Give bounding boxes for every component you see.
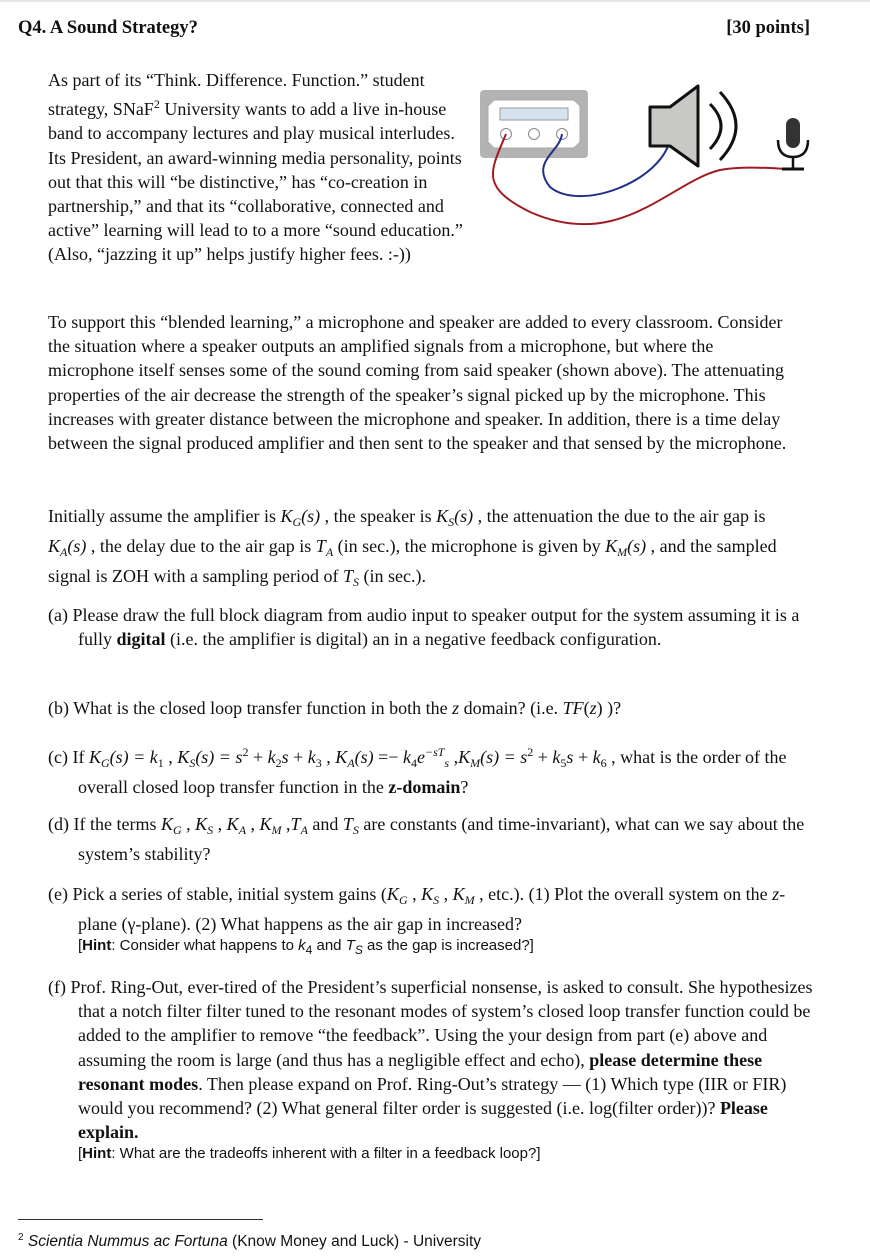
intro-paragraph: [48, 68, 468, 267]
text-segment: T: [342, 566, 353, 587]
text-segment: S: [189, 756, 196, 770]
text-segment: G: [100, 756, 110, 770]
text-segment: 3: [315, 756, 322, 770]
text-segment: K: [605, 536, 618, 557]
text-segment: k: [552, 747, 561, 767]
text-segment: , the delay due to the air gap is: [86, 536, 316, 557]
text-segment: 4: [410, 756, 417, 770]
text-segment: T: [342, 814, 353, 834]
text-segment: 1: [157, 756, 164, 770]
text-segment: K: [421, 884, 434, 904]
text-segment: Hint: [82, 1145, 112, 1163]
text-segment: S: [354, 943, 363, 958]
text-segment: S: [352, 575, 359, 590]
text-segment: ,: [449, 747, 459, 767]
text-segment: as the gap is increased?]: [362, 937, 534, 955]
text-segment: As part of its “Think. Difference. Function.” student strategy, SNaF: [48, 70, 425, 120]
footnote-latin: Scientia Nummus ac Fortuna: [27, 1233, 228, 1251]
text-segment: , what is the order of the overall closed loop transfer function in the: [78, 747, 787, 798]
text-segment: (s) = s: [195, 747, 243, 767]
text-segment: (s) = k: [109, 747, 158, 767]
text-segment: T: [345, 937, 355, 955]
text-segment: +: [573, 747, 593, 767]
hint-text: [78, 1144, 818, 1164]
amplifier-icon: [480, 90, 588, 158]
part-e: [48, 882, 818, 960]
text-segment: (: [583, 698, 590, 718]
question-points: [30 points]: [726, 18, 810, 38]
text-segment: please determine these resonant modes: [78, 1049, 763, 1094]
text-segment: are constants (and time-invariant), what can we say about the system’s stability?: [78, 814, 805, 865]
text-segment: e: [416, 747, 425, 767]
text-segment: 2: [275, 756, 282, 770]
text-segment: (f) Prof. Ring-Out, ever-tired of the President’s superficial nonsense, is asked to consult. She hypothesizes that a notch filter filter tuned to the resonant modes of system’s closed loop transfer function could be added to the amplifier to remove “the feedback”. Using the your design from part (e) above and assuming the room is large (and thus has a negligible effect and echo),: [48, 977, 813, 1070]
text-segment: , and the sampled signal is ZOH with a sampling period of: [48, 536, 777, 587]
text-segment: K: [177, 747, 190, 767]
text-segment: ,: [321, 747, 336, 767]
text-segment: z-domain: [388, 777, 461, 798]
text-segment: +: [248, 747, 268, 767]
sound-setup-illustration: [470, 62, 850, 242]
text-segment: (i.e. the amplifier is digital) an in a negative feedback configuration.: [165, 629, 662, 650]
text-segment: T: [315, 536, 326, 557]
text-segment: A: [300, 823, 308, 837]
text-segment: 6: [600, 756, 607, 770]
text-segment: 2: [153, 97, 160, 112]
text-segment: [: [78, 937, 83, 955]
text-segment: ,: [246, 814, 260, 834]
text-segment: University wants to add a live in-house band to accompany lectures and play musical interludes. Its President, an award-winning media personality, points out that this will “be distinctive,” has “co-creation in partnership,” and that its “collaborative, connected and active” learning will lead to to a more “sound education.” (Also, “jazzing it up” helps justify higher fees. :-)): [48, 99, 463, 265]
text-segment: ) )?: [596, 698, 622, 718]
text-segment: +: [533, 747, 553, 767]
text-segment: (in sec.), the microphone is given by: [333, 536, 606, 557]
text-segment: . Then please expand on Prof. Ring-Out’s strategy — (1) Which type (IIR or FIR) would you recommend? (2) What general filter order is suggested (i.e. log(filter order))?: [78, 1073, 787, 1119]
text-segment: M: [470, 756, 481, 770]
text-segment: , the attenuation the due to the air gap is: [473, 506, 766, 526]
text-segment: digital: [116, 629, 166, 650]
text-segment: s: [281, 747, 289, 767]
text-segment: A: [347, 756, 355, 770]
assumptions-paragraph: [48, 504, 793, 595]
text-segment: , etc.). (1) Plot the overall system on the: [474, 884, 773, 904]
text-segment: ,: [281, 814, 291, 834]
part-f: [48, 975, 818, 1164]
text-segment: (in sec.).: [358, 566, 426, 587]
text-segment: (a) Please draw the full block diagram from audio input to speaker output for the system assuming it is a fully: [48, 605, 800, 650]
text-segment: 2: [527, 745, 534, 759]
text-segment: z: [452, 698, 460, 718]
text-segment: 5: [560, 756, 567, 770]
footnote-divider: [18, 1219, 263, 1220]
text-segment: (c) If: [48, 747, 89, 767]
text-segment: (s): [301, 506, 321, 526]
text-segment: A: [325, 545, 334, 560]
text-segment: K: [259, 814, 272, 834]
text-segment: : What are the tradeoffs inherent with a filter in a feedback loop?]: [111, 1145, 541, 1163]
text-segment: (s): [354, 747, 374, 767]
text-segment: K: [335, 747, 348, 767]
text-segment: z: [589, 698, 597, 718]
footnote: [18, 1232, 481, 1251]
text-segment: k: [402, 747, 411, 767]
text-segment: ,: [163, 747, 178, 767]
text-segment: [: [78, 1145, 83, 1163]
text-segment: Hint: [82, 937, 112, 955]
text-segment: 2: [242, 745, 249, 759]
text-segment: M: [271, 823, 282, 837]
text-segment: k: [298, 937, 306, 955]
text-segment: (s) = s: [480, 747, 528, 767]
text-segment: G: [292, 515, 302, 529]
text-segment: M: [617, 545, 628, 560]
text-segment: domain? (i.e.: [459, 698, 563, 718]
text-segment: S: [448, 515, 455, 529]
text-segment: S: [433, 893, 440, 907]
question-title: Q4. A Sound Strategy?: [18, 18, 198, 38]
text-segment: ,: [407, 884, 422, 904]
text-segment: S: [207, 823, 214, 837]
text-segment: (s): [454, 506, 474, 526]
text-segment: K: [458, 747, 471, 767]
microphone-icon: [778, 118, 808, 169]
text-segment: , the speaker is: [320, 506, 437, 526]
text-segment: (e) Pick a series of stable, initial system gains (: [48, 884, 387, 904]
part-d: [48, 812, 818, 866]
part-b: [48, 696, 818, 720]
text-segment: A: [60, 545, 68, 560]
text-segment: G: [172, 823, 182, 837]
text-segment: (s): [627, 536, 647, 557]
problem-description: [48, 310, 793, 455]
text-segment: K: [88, 747, 101, 767]
text-segment: k: [267, 747, 276, 767]
text-segment: s: [444, 756, 450, 770]
text-segment: K: [452, 884, 465, 904]
footnote-mark: 2: [18, 1232, 24, 1243]
text-segment: S: [352, 823, 359, 837]
text-segment: −sT: [424, 745, 445, 759]
text-segment: K: [280, 506, 293, 526]
text-segment: and: [307, 814, 343, 834]
text-segment: : Consider what happens to: [111, 937, 299, 955]
text-segment: (s): [67, 536, 87, 557]
footnote-translation: (Know Money and Luck) - University: [227, 1233, 481, 1251]
text-segment: s: [566, 747, 574, 767]
text-segment: z: [772, 884, 780, 904]
text-segment: K: [48, 536, 61, 557]
text-segment: K: [195, 814, 208, 834]
text-segment: T: [290, 814, 301, 834]
text-segment: G: [398, 893, 408, 907]
text-segment: A: [238, 823, 247, 837]
text-segment: TF: [562, 698, 584, 718]
part-c: [48, 740, 818, 799]
text-segment: To support this “blended learning,” a microphone and speaker are added to every classroom. Consider the situation where a speaker outputs an amplified signals from a microphone, but where the microphone itself senses some of the sound coming from said speaker (shown above). The attenuating properties of the air decrease the strength of the speaker’s signal picked up by the microphone. This increases with greater distance between the microphone and speaker. In addition, there is a time delay between the signal produced amplifier and then sent to the speaker and that sensed by the microphone.: [48, 312, 787, 454]
text-segment: and: [312, 937, 346, 955]
text-segment: (b) What is the closed loop transfer function in both the: [48, 698, 453, 718]
text-segment: k: [307, 747, 316, 767]
text-segment: k: [592, 747, 601, 767]
text-segment: K: [160, 814, 173, 834]
text-segment: (d) If the terms: [48, 814, 161, 834]
text-segment: Please explain.: [78, 1098, 768, 1143]
text-segment: Initially assume the amplifier is: [48, 506, 281, 526]
text-segment: K: [386, 884, 399, 904]
text-segment: 4: [305, 943, 313, 958]
part-a: [48, 603, 818, 651]
text-segment: K: [226, 814, 239, 834]
text-segment: K: [436, 506, 449, 526]
text-segment: +: [288, 747, 308, 767]
text-segment: ?: [460, 777, 469, 798]
text-segment: ,: [181, 814, 196, 834]
text-segment: ,: [439, 884, 453, 904]
hint-text: [78, 936, 818, 960]
text-segment: -plane (γ-plane). (2) What happens as the air gap in increased?: [78, 884, 786, 935]
text-segment: ,: [213, 814, 227, 834]
text-segment: M: [464, 893, 475, 907]
text-segment: =−: [373, 747, 403, 767]
